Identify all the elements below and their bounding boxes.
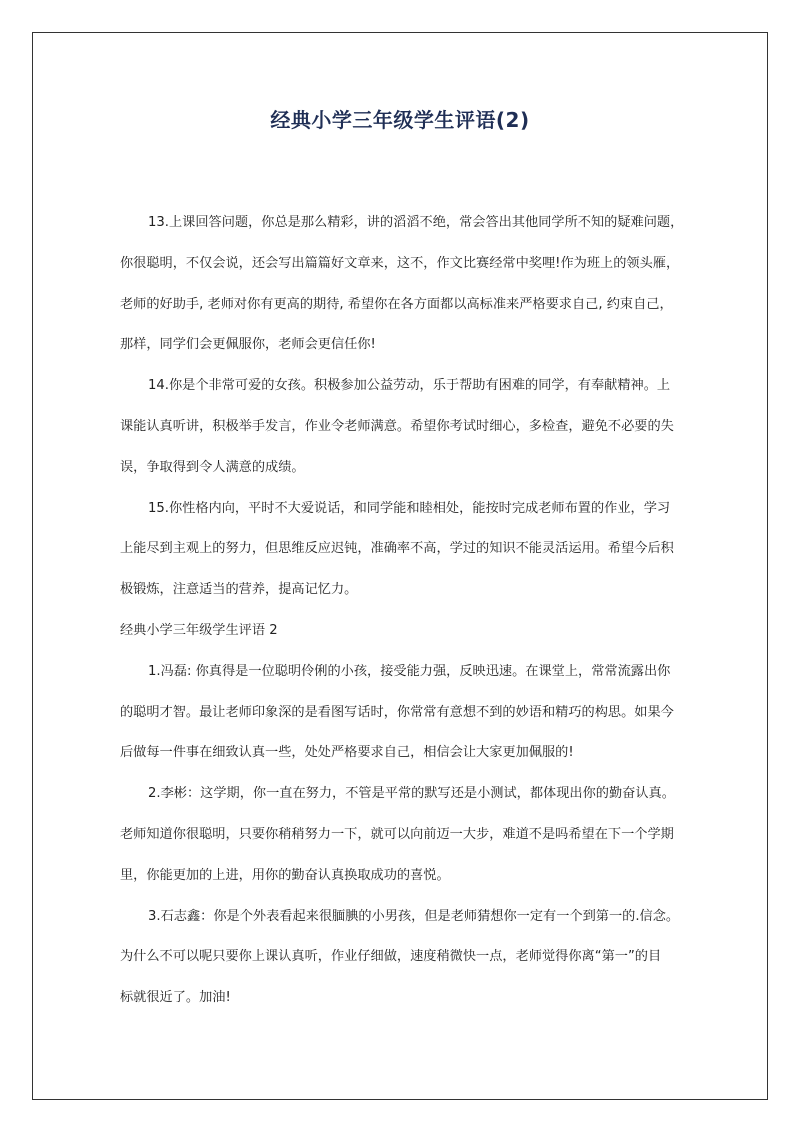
- paragraph-line: 3.石志鑫：你是个外表看起来很腼腆的小男孩，但是老师猜想你一定有一个到第一的.信念。: [148, 908, 680, 924]
- comment-paragraph-13: [120, 203, 688, 366]
- comment-paragraph-14: [120, 366, 688, 488]
- paragraph-line: 上能尽到主观上的努力，但思维反应迟钝，准确率不高，学过的知识不能灵活运用。希望今后积: [120, 541, 674, 557]
- document-title: 经典小学三年级学生评语(2): [270, 108, 530, 132]
- comment-paragraph-1: [120, 652, 688, 774]
- comment-paragraph-3: [120, 897, 688, 1019]
- paragraph-line: 1.冯磊: 你真得是一位聪明伶俐的小孩，接受能力强，反映迅速。在课堂上，常常流露出你: [148, 663, 671, 679]
- comment-paragraph-15: [120, 489, 688, 611]
- paragraph-line: 你很聪明，不仅会说，还会写出篇篇好文章来，这不，作文比赛经常中奖哩!作为班上的领头雁，: [120, 255, 680, 271]
- paragraph-line: 课能认真听讲，积极举手发言，作业令老师满意。希望你考试时细心，多检查，避免不必要的失: [120, 418, 674, 434]
- paragraph-line: 13.上课回答问题，你总是那么精彩，讲的滔滔不绝，常会答出其他同学所不知的疑难问题，: [148, 215, 684, 230]
- document-body: [120, 203, 688, 1019]
- comment-paragraph-2: [120, 774, 688, 896]
- section-subheading: 经典小学三年级学生评语 2: [120, 622, 278, 638]
- paragraph-line: 为什么不可以呢只要你上课认真听，作业仔细做，速度稍微快一点，老师觉得你离“第一”的目: [120, 949, 662, 965]
- paragraph-line: 后做每一件事在细致认真一些，处处严格要求自己，相信会让大家更加佩服的!: [120, 745, 574, 761]
- paragraph-line: 的聪明才智。最让老师印象深的是看图写话时，你常常有意想不到的妙语和精巧的构思。如果今: [120, 704, 674, 720]
- paragraph-line: 2.李彬：这学期，你一直在努力，不管是平常的默写还是小测试，都体现出你的勤奋认真。: [148, 786, 675, 802]
- paragraph-line: 15.你性格内向，平时不大爱说话，和同学能和睦相处，能按时完成老师布置的作业，学习: [148, 500, 671, 516]
- paragraph-line: 老师知道你很聪明，只要你稍稍努力一下，就可以向前迈一大步，难道不是吗希望在下一个学期: [120, 826, 674, 842]
- paragraph-line: 14.你是个非常可爱的女孩。积极参加公益劳动，乐于帮助有困难的同学，有奉献精神。上: [148, 378, 671, 394]
- paragraph-line: 极锻炼，注意适当的营养，提高记忆力。: [120, 582, 358, 598]
- paragraph-line: 里，你能更加的上进，用你的勤奋认真换取成功的喜悦。: [120, 867, 450, 883]
- paragraph-line: 标就很近了。加油!: [120, 990, 231, 1006]
- paragraph-line: 误，争取得到令人满意的成绩。: [120, 459, 305, 475]
- paragraph-line: 老师的好助手, 老师对你有更高的期待, 希望你在各方面都以高标准来严格要求自己, 约束自己，: [120, 296, 673, 312]
- paragraph-line: 那样，同学们会更佩服你，老师会更信任你!: [120, 337, 376, 353]
